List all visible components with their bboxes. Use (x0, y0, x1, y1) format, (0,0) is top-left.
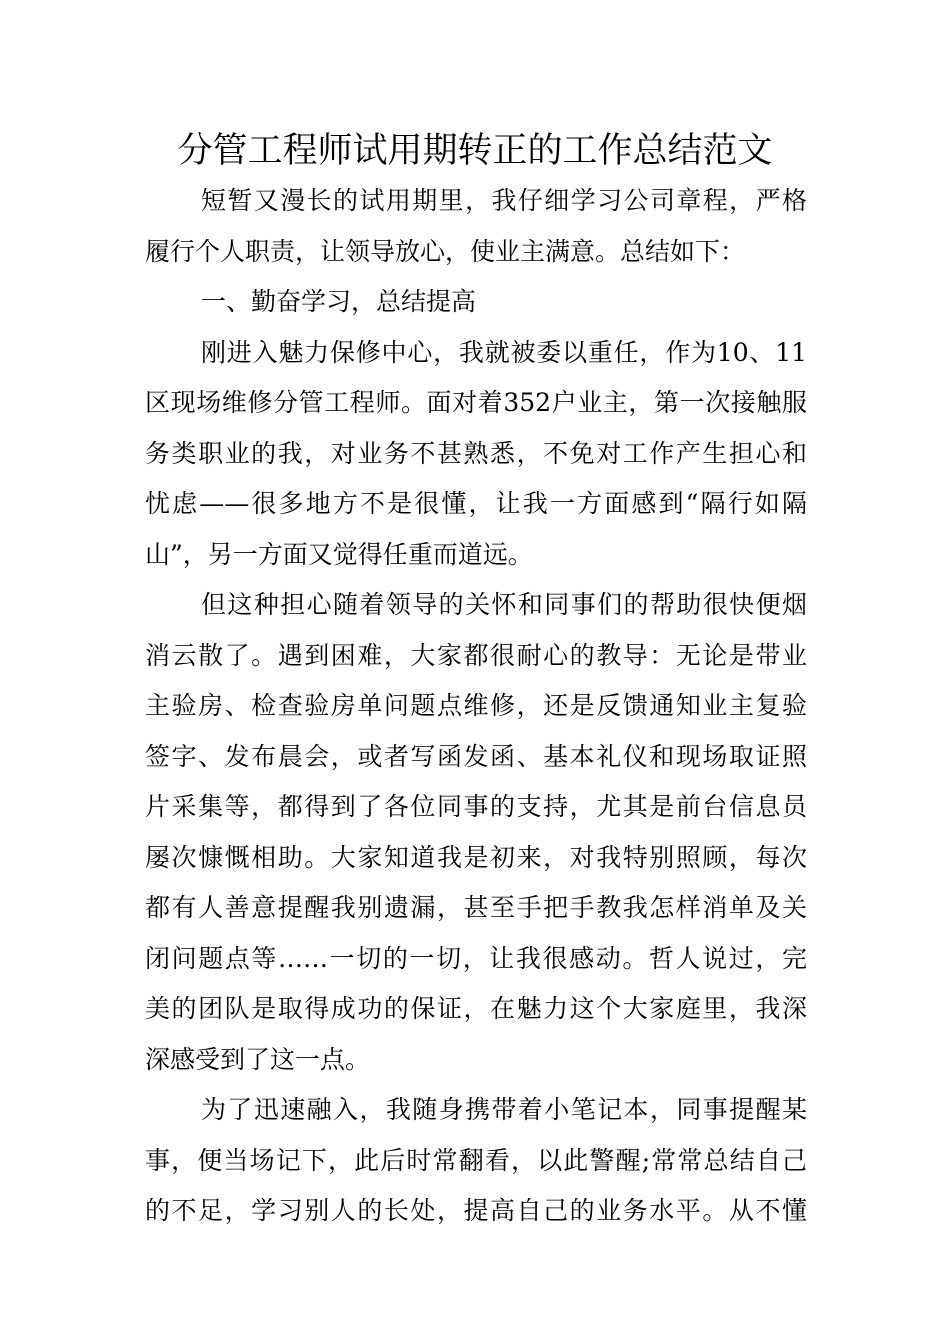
document-title: 分管工程师试用期转正的工作总结范文 (177, 131, 773, 171)
paragraph-line: 深感受到了这一点。 (145, 1044, 371, 1074)
paragraph-line: 区现场维修分管工程师。面对着352户业主，第一次接触服 (145, 388, 807, 417)
paragraph-line: 忧虑——很多地方不是很懂，让我一方面感到“隔行如隔 (145, 489, 807, 518)
paragraph-line: 的不足，学习别人的长处，提高自己的业务水平。从不懂 (145, 1196, 807, 1225)
section-heading: 一、勤奋学习，总结提高 (201, 287, 477, 316)
paragraph-line: 都有人善意提醒我别遗漏，甚至手把手教我怎样消单及关 (145, 893, 807, 922)
paragraph-line: 山”，另一方面又觉得任重而道远。 (145, 539, 533, 569)
paragraph-line: 屡次慷慨相助。大家知道我是初来，对我特别照顾，每次 (145, 842, 807, 872)
paragraph-line: 消云散了。遇到困难，大家都很耐心的教导：无论是带业 (145, 640, 807, 670)
paragraph-line: 履行个人职责，让领导放心，使业主满意。总结如下： (145, 236, 746, 266)
paragraph-line: 主验房、检查验房单问题点维修，还是反馈通知业主复验 (145, 691, 807, 720)
paragraph-line: 签字、发布晨会，或者写函发函、基本礼仪和现场取证照 (145, 741, 807, 771)
paragraph-line: 事，便当场记下，此后时常翻看，以此警醒;常常总结自己 (145, 1145, 807, 1175)
paragraph-line: 务类职业的我，对业务不甚熟悉，不免对工作产生担心和 (145, 438, 807, 468)
paragraph-line: 但这种担心随着领导的关怀和同事们的帮助很快便烟 (201, 590, 807, 619)
paragraph-line: 短暂又漫长的试用期里，我仔细学习公司章程，严格 (201, 186, 807, 215)
document-body (145, 176, 807, 1237)
paragraph-line: 为了迅速融入，我随身携带着小笔记本，同事提醒某 (201, 1095, 807, 1124)
paragraph-line: 刚进入魅力保修中心，我就被委以重任，作为10、11 (201, 337, 807, 367)
paragraph-line: 美的团队是取得成功的保证，在魅力这个大家庭里，我深 (145, 994, 807, 1023)
paragraph-line: 闭问题点等……一切的一切，让我很感动。哲人说过，完 (145, 943, 807, 973)
paragraph-line: 片采集等，都得到了各位同事的支持，尤其是前台信息员 (145, 792, 807, 821)
